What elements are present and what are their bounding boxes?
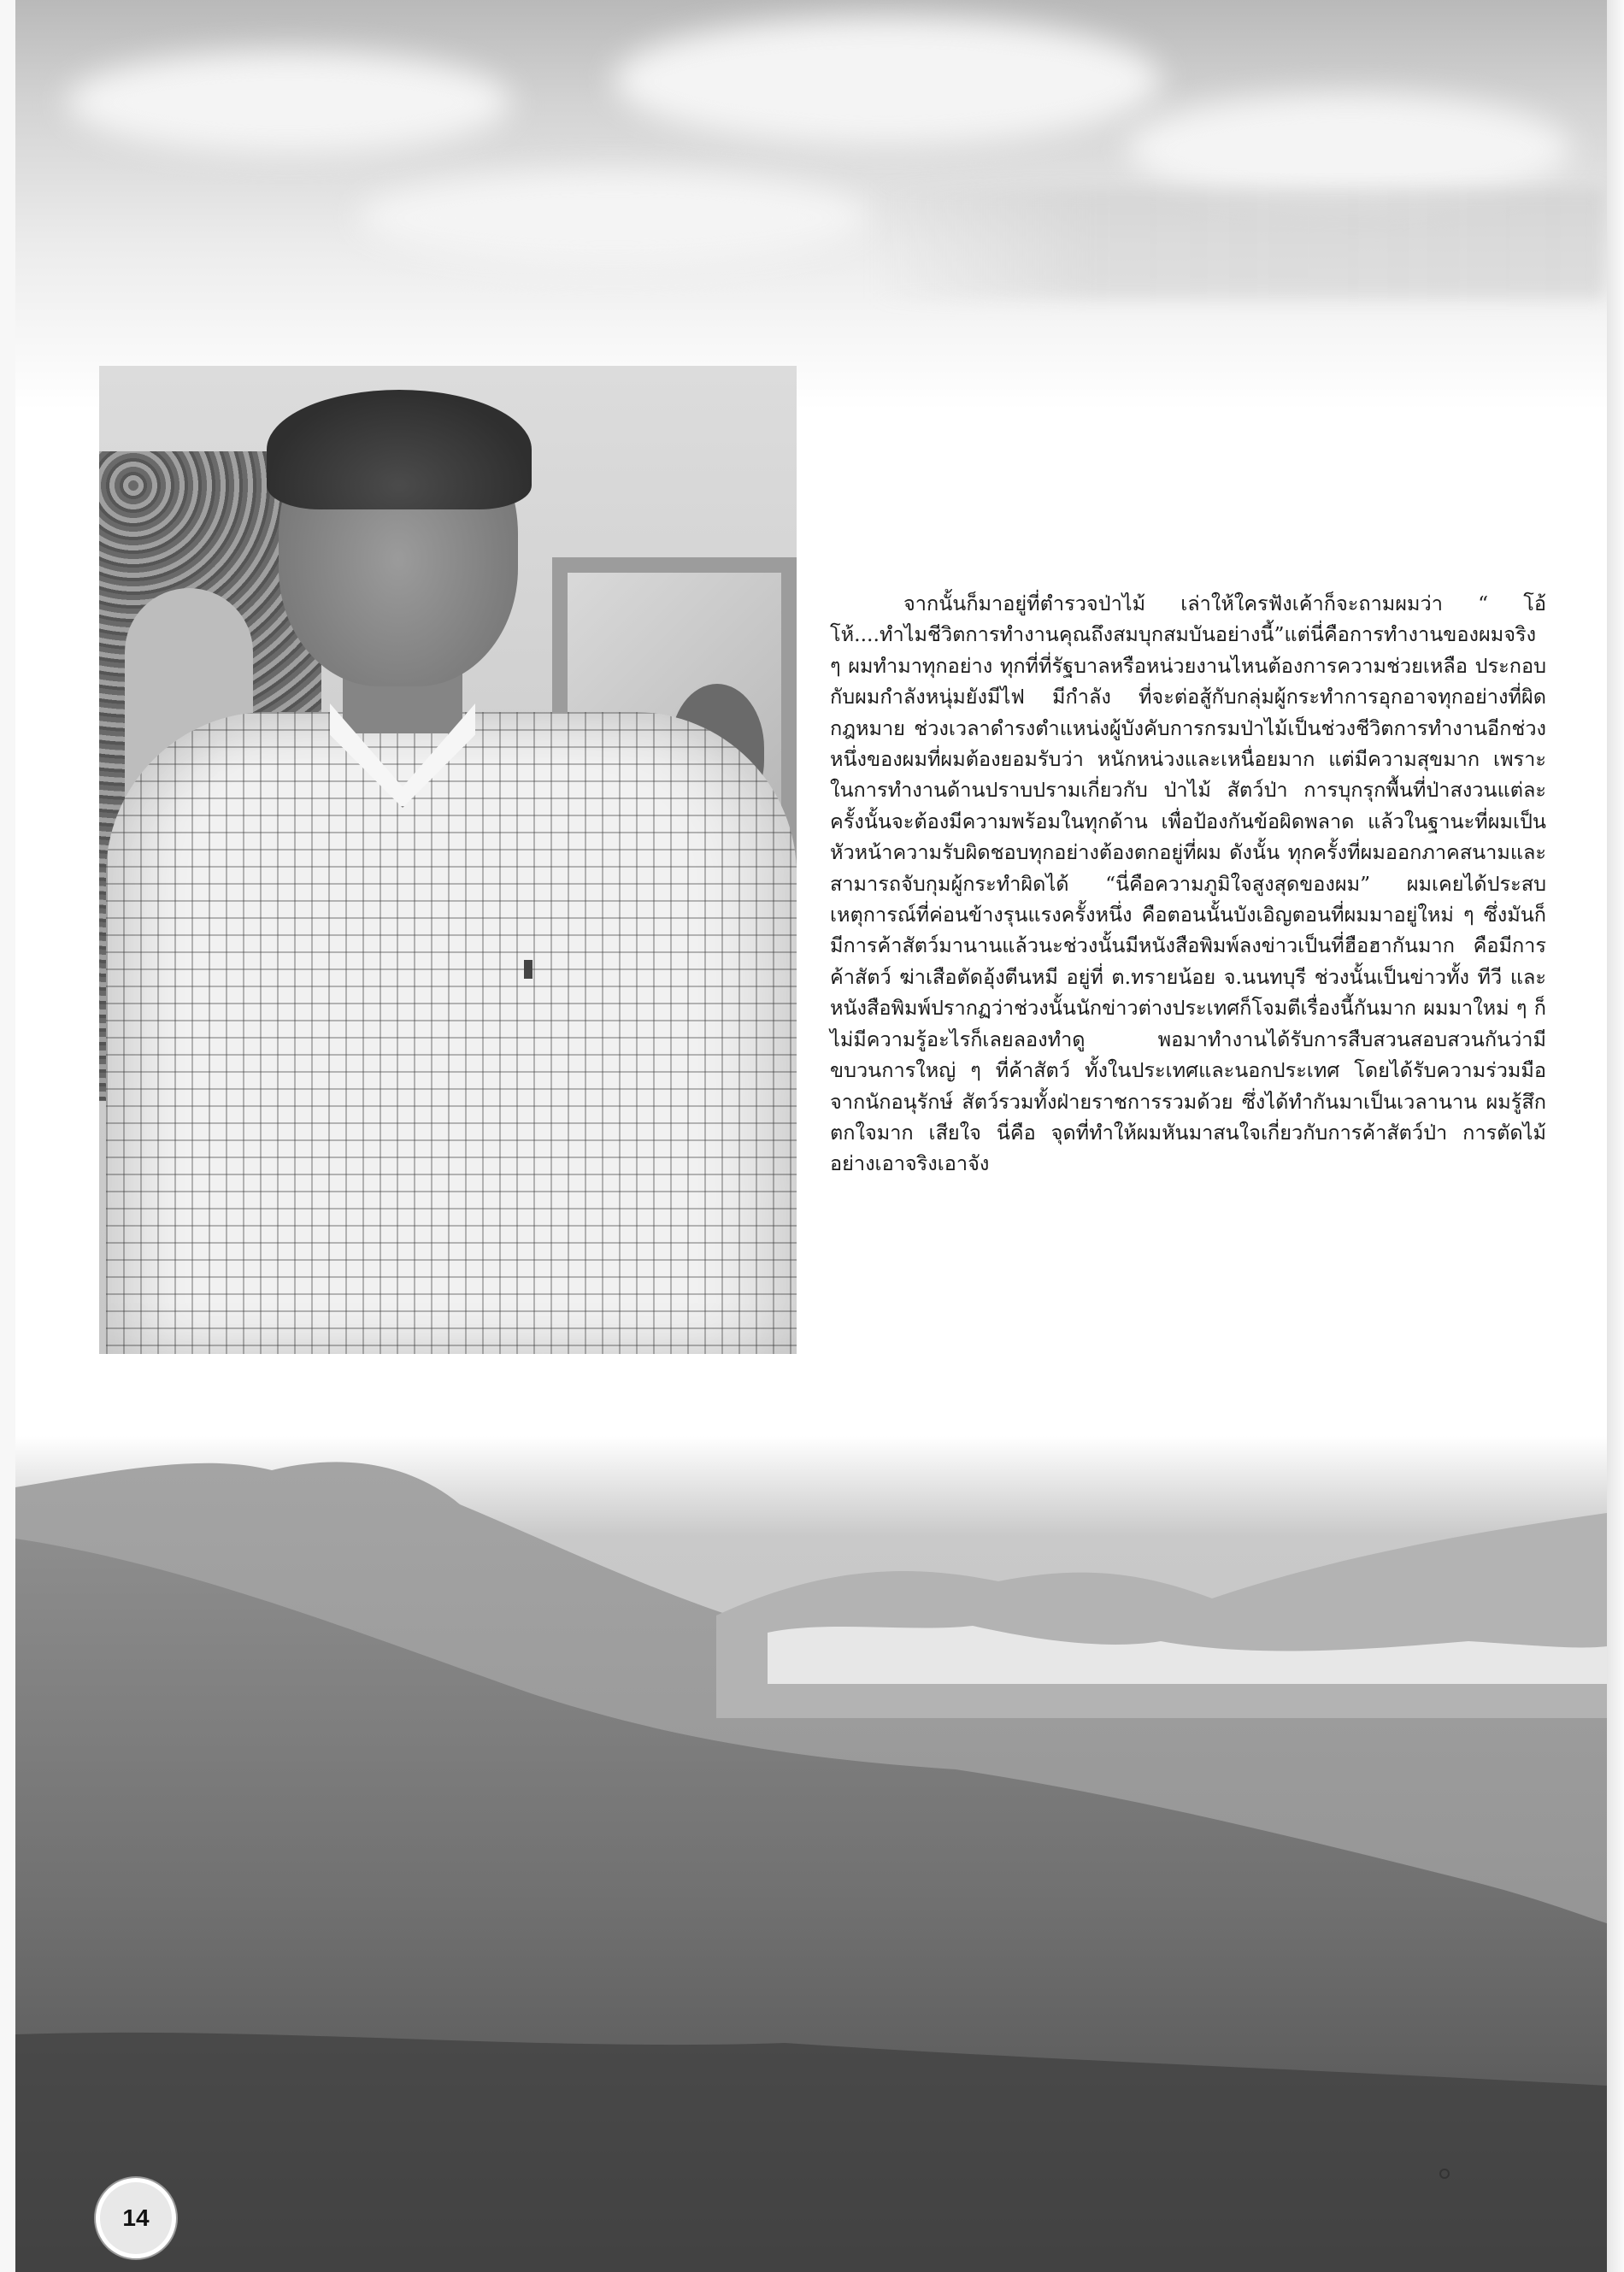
page-edge xyxy=(1607,0,1624,2272)
checkered-shirt xyxy=(106,712,797,1354)
article-body: จากนั้นก็มาอยู่ที่ตำรวจป่าไม้ เล่าให้ใครฟังเค้าก็จะถามผมว่า “ โอ้โห้....ทำไมชีวิตการทำงานคุณถึงสมบุกสมบันอย่างนี้”แต่นี่คือการทำงานของผมจริง ๆ ผมทำมาทุกอย่าง ทุกที่ที่รัฐบาลหรือหน่วยงานไหนต้องการความช่วยเหลือ ประกอบกับผมกำลังหนุ่มยังมีไฟ มีกำลัง ที่จะต่อสู้กับกลุ่มผู้กระทำการอุกอาจทุกอย่างที่ผิดกฎหมาย ช่วงเวลาดำรงตำแหน่งผู้บังคับการกรมป่าไม้เป็นช่วงชีวิตการทำงานอีกช่วงหนึ่งของผมที่ผมต้องยอมรับว่า หนักหน่วงและเหนื่อยมาก แต่มีความสุขมาก เพราะในการทำงานด้านปราบปรามเกี่ยวกับ ป่าไม้ สัตว์ป่า การบุกรุกพื้นที่ป่าสงวนแต่ละครั้งนั้นจะต้องมีความพร้อมในทุกด้าน เพื่อป้องกันข้อผิดพลาด แล้วในฐานะที่ผมเป็นหัวหน้าความรับผิดชอบทุกอย่างต้องตกอยู่ที่ผม ดังนั้น ทุกครั้งที่ผมออกภาคสนามและสามารถจับกุมผู้กระทำผิดได้ “นี่คือความภูมิใจสูงสุดของผม” ผมเคยได้ประสบเหตุการณ์ที่ค่อนข้างรุนแรงครั้งหนึ่ง คือตอนนั้นบังเอิญตอนที่ผมมาอยู่ใหม่ ๆ ซึ่งมันก็มีการค้าสัตว์มานานแล้วนะช่วงนั้นมีหนังสือพิมพ์ลงข่าวเป็นที่ฮือฮากันมาก คือมีการค้าสัตว์ ฆ่าเสือตัดอุ้งตีนหมี อยู่ที่ ต.ทรายน้อย จ.นนทบุรี ช่วงนั้นเป็นข่าวทั้ง ทีวี และหนังสือพิมพ์ปรากฏว่าช่วงนั้นนักข่าวต่างประเทศก็โจมตีเรื่องนี้กันมาก ผมมาใหม่ ๆ ก็ไม่มีความรู้อะไรก็เลยลองทำดู พอมาทำงานได้รับการสืบสวนสอบสวนกันว่ามีขบวนการใหญ่ ๆ ที่ค้าสัตว์ ทั้งในประเทศและนอกประเทศ โดยได้รับความร่วมมือจากนักอนุรักษ์ สัตว์รวมทั้งฝ่ายราชการรวมด้วย ซึ่งได้ทำกันมาเป็นเวลานาน ผมรู้สึกตกใจมาก เสียใจ นี่คือ จุดที่ทำให้ผมหันมาสนใจเกี่ยวกับการค้าสัตว์ป่า การตัดไม้อย่างเอาจริงเอาจัง xyxy=(830,592,1546,1176)
mountain-landscape-photo xyxy=(15,1436,1607,2272)
portrait-photo xyxy=(99,366,797,1354)
page-number-badge xyxy=(96,2178,176,2258)
faded-heading-graphic xyxy=(870,188,1605,299)
page-sheet xyxy=(15,0,1607,2272)
man-hair xyxy=(267,390,532,509)
pocket-pen xyxy=(524,960,533,979)
page-number: 14 xyxy=(122,2204,150,2231)
mountain-landscape-graphic xyxy=(15,1436,1607,2272)
